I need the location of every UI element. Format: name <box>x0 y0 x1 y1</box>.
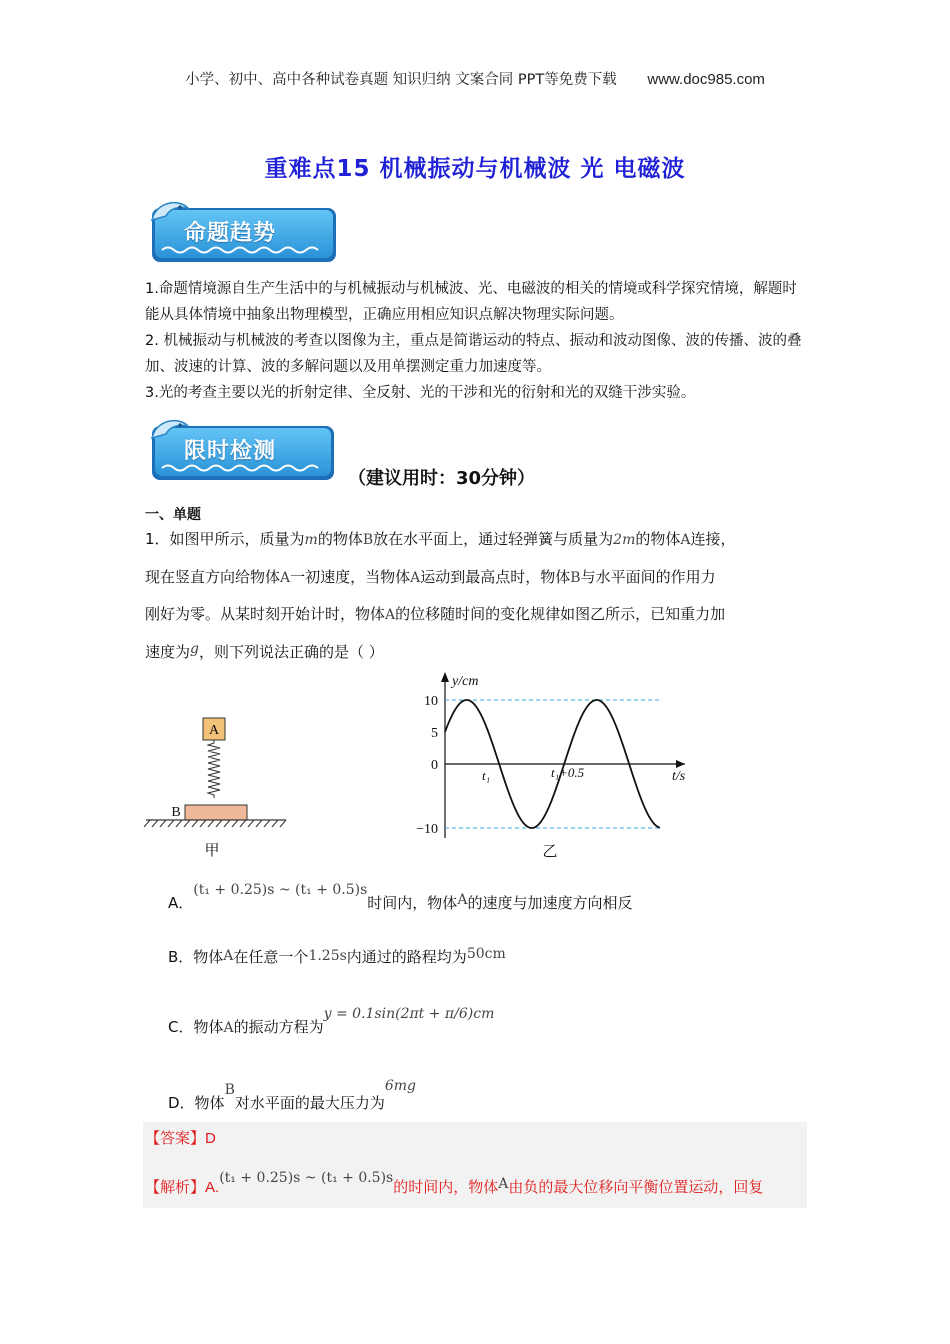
option-d-text: 对水平面的最大压力为 <box>234 1094 385 1112</box>
figure-jia <box>140 712 300 862</box>
analysis-text: 的时间内，物体 <box>393 1178 499 1196</box>
option-d[interactable] <box>168 1078 416 1113</box>
page-header <box>0 68 950 89</box>
q-var-a: A <box>280 570 291 586</box>
suggested-time: （建议用时：30分钟） <box>348 468 536 489</box>
answer-tag: 【答案】 <box>145 1129 206 1147</box>
question-line-3 <box>145 603 810 624</box>
answer-line <box>145 1127 216 1148</box>
x-tick-label: t₁+0.5 <box>551 765 585 780</box>
q-text: ，则下列说法正确的是（ ） <box>198 643 384 661</box>
option-a-var: A <box>457 892 468 908</box>
option-b-prefix: B．物体 <box>168 948 224 966</box>
q-var-b: B <box>362 532 374 548</box>
figure-yi-caption: 乙 <box>542 844 558 860</box>
test-badge-label: 限时检测 <box>184 439 277 464</box>
header-url[interactable]: www.doc985.com <box>647 71 765 88</box>
question-line-2 <box>145 566 810 587</box>
y-axis-arrow <box>441 672 449 682</box>
option-a-text: 时间内，物体 <box>367 894 458 912</box>
analysis-line <box>145 1170 763 1197</box>
q-text: 与水平面间的作用力 <box>580 568 716 586</box>
option-d-var: B <box>224 1082 235 1098</box>
analysis-text: 由负的最大位移向平衡位置运动，回复 <box>508 1178 764 1196</box>
option-b-text: 在任意一个 <box>233 948 309 966</box>
question-line-1 <box>145 528 810 549</box>
q-text: 一初速度，当物体 <box>290 568 411 586</box>
option-a-math: (t₁ + 0.25)s ~ (t₁ + 0.5)s <box>193 882 368 898</box>
q-var-m: m <box>304 532 318 548</box>
trend-point-1: 1.命题情境源自生产生活中的与机械振动与机械波、光、电磁波的相关的情境或科学探究情境，解题时能从具体情境中抽象出物理模型，正确应用相应知识点解决物理实际问题。 <box>145 281 797 323</box>
q-var-g: g <box>190 641 199 657</box>
trend-badge-label: 命题趋势 <box>184 221 277 246</box>
q-text: 速度为 <box>145 643 191 661</box>
q-text: 现在竖直方向给物体 <box>145 568 281 586</box>
y-tick-label: 0 <box>431 758 438 773</box>
q-text: 的位移随时间的变化规律如图乙所示，已知重力加 <box>395 605 726 623</box>
q-text: 运动到最高点时，物体 <box>420 568 571 586</box>
y-tick-label: −10 <box>416 822 438 837</box>
option-c-prefix: C．物体 <box>168 1018 224 1036</box>
header-text: 小学、初中、高中各种试卷真题 知识归纳 文案合同 PPT等免费下载 <box>185 72 617 88</box>
option-c[interactable] <box>168 1006 494 1037</box>
q-text: 的物体 <box>317 530 363 548</box>
block-a-label: A <box>208 723 220 738</box>
option-c-var: A <box>223 1020 234 1036</box>
option-a-prefix: A． <box>168 894 194 912</box>
trend-point-3: 3.光的考查主要以光的折射定律、全反射、光的干涉和光的衍射和光的双缝干涉实验。 <box>145 385 696 401</box>
x-axis-label: t/s <box>672 769 686 784</box>
analysis-math: (t₁ + 0.25)s ~ (t₁ + 0.5)s <box>219 1170 394 1186</box>
spring <box>208 740 220 798</box>
q-text: 放在水平面上，通过轻弹簧与质量为 <box>373 530 614 548</box>
analysis-prefix: A. <box>205 1179 220 1196</box>
y-axis-label: y/cm <box>452 674 479 689</box>
answer-value: D <box>205 1130 216 1147</box>
option-a-text: 的速度与加速度方向相反 <box>467 894 633 912</box>
option-d-math: 6mg <box>384 1078 417 1094</box>
block-b <box>185 805 247 820</box>
q-text: 刚好为零。从某时刻开始计时，物体 <box>145 605 386 623</box>
option-b-var: A <box>223 948 234 964</box>
page-title: 重难点15 机械振动与机械波 光 电磁波 <box>264 156 686 182</box>
analysis-tag: 【解析】 <box>145 1178 206 1196</box>
q-var-a: A <box>680 532 691 548</box>
q-text: 的物体 <box>635 530 681 548</box>
q-var-a: A <box>385 607 396 623</box>
q-text: 连接， <box>690 530 736 548</box>
block-b-label: B <box>171 805 181 820</box>
option-b-math2: 50cm <box>466 946 506 962</box>
q-var-b: B <box>570 570 581 586</box>
q-text: 1．如图甲所示，质量为 <box>145 530 305 548</box>
section-label: 一、单题 <box>145 507 201 523</box>
trend-point-2: 2. 机械振动与机械波的考查以图像为主，重点是简谐运动的特点、振动和波动图像、波的传播、波的叠加、波速的计算、波的多解问题以及用单摆测定重力加速度等。 <box>145 333 802 375</box>
option-d-prefix: D．物体 <box>168 1094 225 1112</box>
q-var-2m: 2m <box>613 532 636 548</box>
x-axis-arrow <box>676 760 685 768</box>
option-c-math: y = 0.1sin(2πt + π/6)cm <box>323 1006 495 1022</box>
analysis-var: A <box>498 1176 509 1192</box>
x-tick-label: t₁ <box>482 768 491 783</box>
trend-badge <box>148 198 338 264</box>
y-tick-label: 5 <box>431 726 438 741</box>
test-badge <box>148 418 338 484</box>
option-b-math: 1.25s <box>308 948 347 964</box>
figure-jia-caption: 甲 <box>204 843 220 859</box>
option-c-text: 的振动方程为 <box>233 1018 324 1036</box>
ground-hatch <box>144 820 286 827</box>
question-line-4 <box>145 641 810 662</box>
figure-yi-chart <box>410 668 700 864</box>
option-b-text: 内通过的路程均为 <box>346 948 467 966</box>
y-tick-label: 10 <box>424 694 438 709</box>
q-var-a: A <box>410 570 421 586</box>
option-a[interactable] <box>168 882 632 913</box>
option-b[interactable] <box>168 946 506 967</box>
